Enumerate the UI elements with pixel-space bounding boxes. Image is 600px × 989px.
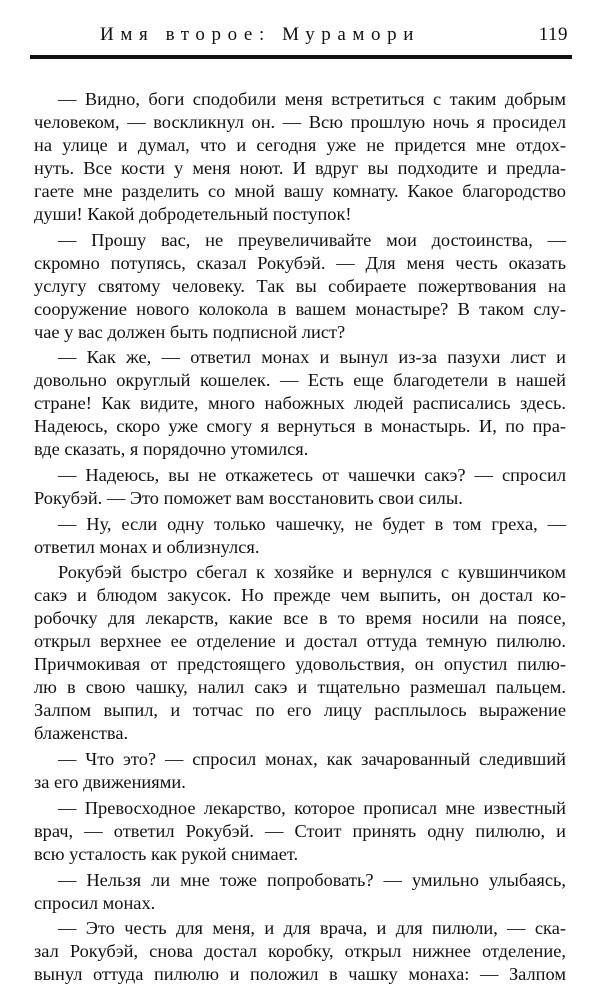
paragraph	[34, 797, 566, 866]
text-line: услугу святому человеку. Так вы собираете пожертвования на	[34, 275, 566, 296]
page-number: 119	[538, 24, 568, 45]
text-line: скромно потупясь, сказал Рокубэй. — Для меня честь оказать	[34, 252, 566, 273]
text-line: Залпом выпил, и тотчас по его лицу расплылось выражение	[34, 700, 566, 721]
text-line: зал Рокубэй, снова достал коробку, открыл нижнее отделение,	[34, 941, 566, 962]
text-line: — Надеюсь, вы не откажетесь от чашечки сакэ? — спросил	[58, 465, 566, 486]
text-line: Причмокивая от предстоящего удовольствия, он опустил пилю-	[34, 654, 566, 675]
text-line: вынул оттуда пилюлю и положил в чашку монаха: — Залпом	[34, 964, 566, 985]
text-line: спросил монах.	[34, 892, 156, 913]
text-line: врач, — ответил Рокубэй. — Стоит принять одну пилюлю, и	[34, 820, 566, 841]
text-line: — Превосходное лекарство, которое прописал мне известный	[58, 797, 566, 818]
paragraph	[34, 869, 566, 915]
text-line: всю усталость как рукой снимает.	[34, 843, 299, 864]
paragraph	[34, 917, 566, 986]
paragraph	[34, 464, 566, 510]
text-line: лю в свою чашку, налил сакэ и тщательно размешал пальцем.	[34, 677, 566, 698]
body-text	[34, 88, 566, 989]
text-line: чае у вас должен быть подписной лист?	[34, 321, 346, 342]
paragraph	[34, 748, 566, 794]
text-line: открыл верхнее ее отделение и достал оттуда темную пилюлю.	[34, 631, 566, 652]
text-line: сооружение нового колокола в вашем монастыре? В таком слу-	[34, 298, 566, 319]
text-line: стране! Как видите, много набожных людей расписались здесь.	[34, 393, 566, 414]
text-line: — Это честь для меня, и для врача, и для пилюли, — ска-	[58, 918, 566, 939]
text-line: сакэ и блюдом закусок. Но прежде чем выпить, он достал ко-	[34, 585, 566, 606]
paragraph	[34, 346, 566, 461]
text-line: нуть. Все кости у меня ноют. И вдруг вы подходите и предла-	[34, 158, 566, 178]
text-line: робочку для лекарств, какие все в то время носили на поясе,	[34, 608, 566, 629]
text-line: человеком, — воскликнул он. — Всю прошлую ночь я просидел	[34, 112, 566, 132]
text-line: за его движениями.	[34, 772, 186, 793]
text-line: довольно округлый кошелек. — Есть еще благодетели в нашей	[34, 370, 566, 391]
paragraph	[34, 513, 566, 559]
text-line: души! Какой добродетельный поступок!	[34, 204, 352, 224]
running-title: Имя второе: Мурамори	[100, 24, 421, 45]
text-line: — Ну, если одну только чашечку, не будет в том греха, —	[58, 513, 566, 534]
paragraph	[34, 229, 566, 344]
text-line: на улице и думал, что и сегодня уже не придется мне отдох-	[34, 135, 566, 155]
text-line: гаете мне разделить со мной вашу комнату. Какое благородство	[34, 181, 566, 201]
text-line: Рокубэй быстро сбегал к хозяйке и вернулся с кувшинчиком	[58, 562, 566, 583]
text-line: — Видно, боги сподобили меня встретиться с таким добрым	[58, 89, 566, 109]
text-line: Рокубэй. — Это поможет вам восстановить свои силы.	[34, 488, 463, 509]
header-rule	[30, 55, 572, 59]
text-line: — Нельзя ли мне тоже попробовать? — умильно улыбаясь,	[58, 869, 566, 890]
text-line: Надеюсь, скоро уже смогу я вернуться в монастырь. И, по пра-	[34, 416, 566, 437]
text-line: блаженства.	[34, 723, 129, 744]
paragraph	[34, 561, 566, 745]
paragraph	[34, 88, 566, 226]
text-line: вде сказать, я порядочно утомился.	[34, 439, 309, 460]
text-line: ответил монах и облизнулся.	[34, 536, 260, 557]
text-line: — Прошу вас, не преувеличивайте мои достоинства, —	[58, 229, 566, 250]
text-line: — Как же, — ответил монах и вынул из-за пазухи лист и	[58, 347, 566, 368]
text-line: — Что это? — спросил монах, как зачарованный следивший	[58, 749, 566, 770]
page-header	[30, 24, 572, 52]
